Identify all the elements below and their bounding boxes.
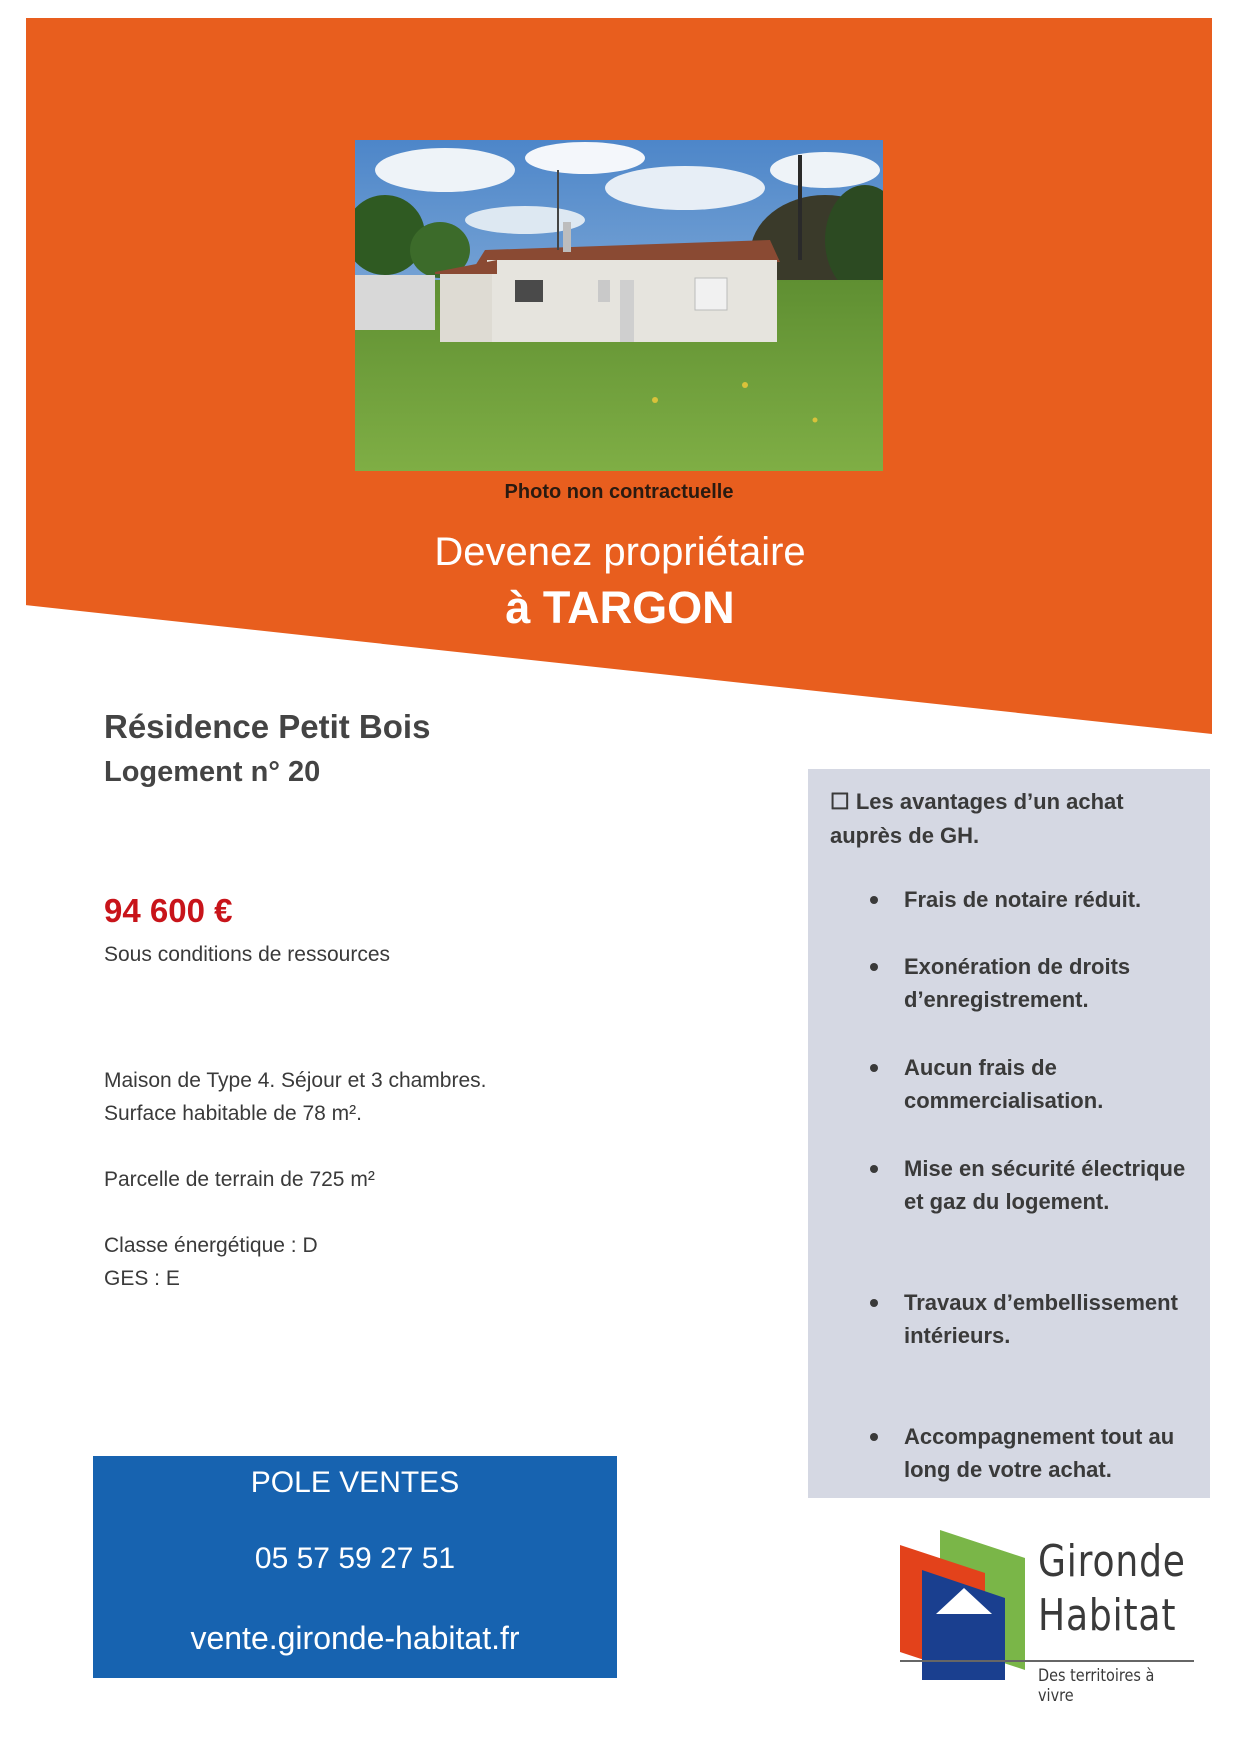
advantages-title: ☐ Les avantages d’un achat auprès de GH. xyxy=(830,789,1124,848)
bullet-icon xyxy=(870,1299,878,1307)
headline-line-1: Devenez propriétaire xyxy=(434,530,806,574)
logo-divider xyxy=(900,1660,1194,1662)
description-line: GES : E xyxy=(104,1267,180,1290)
logement-number: Logement n° 20 xyxy=(104,756,321,788)
residence-name: Résidence Petit Bois xyxy=(104,708,431,745)
contact-website-link[interactable]: vente.gironde-habitat.fr xyxy=(190,1620,520,1656)
description-line: Maison de Type 4. Séjour et 3 chambres. xyxy=(104,1069,487,1092)
contact-box xyxy=(93,1456,617,1678)
bullet-icon xyxy=(870,896,878,904)
logo-word-habitat: Habitat xyxy=(1038,1590,1177,1641)
price-condition: Sous conditions de ressources xyxy=(104,943,390,966)
bullet-icon xyxy=(870,1064,878,1072)
advantage-item: Aucun frais de commercialisation. xyxy=(904,1055,1104,1113)
house-photo xyxy=(355,140,883,471)
price: 94 600 € xyxy=(104,892,233,929)
headline-line-2: à TARGON xyxy=(505,582,735,633)
advantage-item: Exonération de droits d’enregistrement. xyxy=(904,954,1131,1012)
contact-title: POLE VENTES xyxy=(250,1466,460,1499)
bullet-icon xyxy=(870,963,878,971)
description-line: Surface habitable de 78 m². xyxy=(104,1102,362,1125)
logo-tagline: Des territoires à vivre xyxy=(1038,1666,1155,1706)
contact-phone[interactable]: 05 57 59 27 51 xyxy=(254,1542,456,1575)
advantage-item: Travaux d’embellissement intérieurs. xyxy=(904,1290,1178,1348)
advantages-panel xyxy=(808,769,1210,1498)
bullet-icon xyxy=(870,1433,878,1441)
photo-caption: Photo non contractuelle xyxy=(504,481,734,503)
bullet-icon xyxy=(870,1165,878,1173)
advantage-item: Accompagnement tout au long de votre achat. xyxy=(904,1424,1175,1482)
logo-word-gironde: Gironde xyxy=(1038,1536,1186,1587)
description-line: Classe énergétique : D xyxy=(104,1234,318,1257)
advantage-item: Frais de notaire réduit. xyxy=(904,887,1142,912)
description-line: Parcelle de terrain de 725 m² xyxy=(104,1168,375,1191)
advantage-item: Mise en sécurité électrique et gaz du logement. xyxy=(904,1156,1186,1214)
logo-house-icon xyxy=(900,1530,1030,1680)
gironde-habitat-logo xyxy=(900,1530,1200,1706)
